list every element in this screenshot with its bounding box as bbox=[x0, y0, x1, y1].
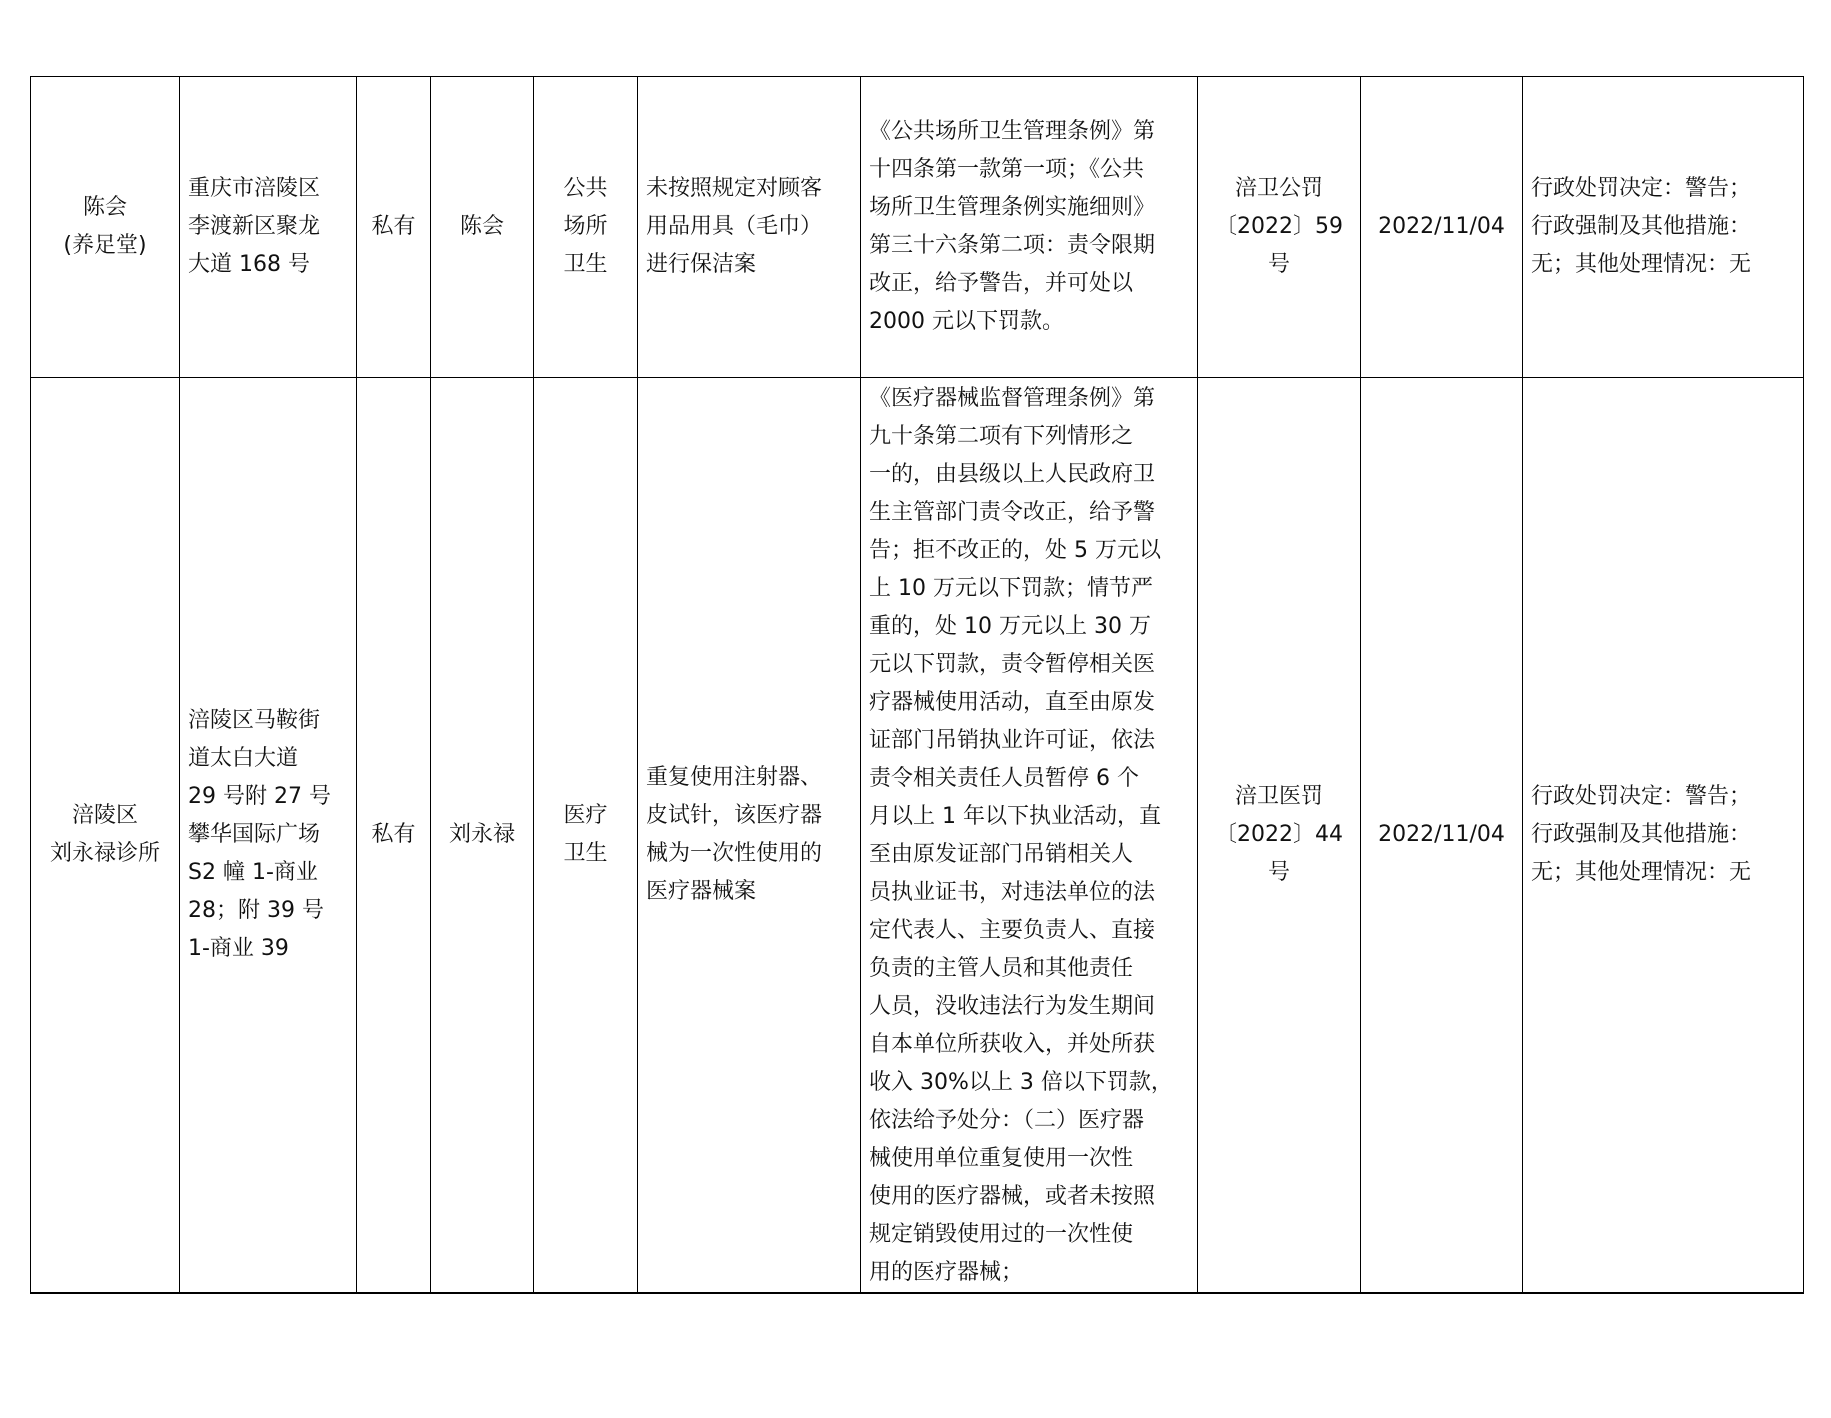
case-cell: 重复使用注射器、 皮试针，该医疗器 械为一次性使用的 医疗器械案 bbox=[638, 378, 861, 1294]
date-cell: 2022/11/04 bbox=[1361, 77, 1523, 378]
table-row bbox=[31, 378, 1804, 1294]
doc-number-cell: 涪卫医罚 〔2022〕44 号 bbox=[1198, 378, 1361, 1294]
case-cell: 未按照规定对顾客 用品用具（毛巾） 进行保洁案 bbox=[638, 77, 861, 378]
law-basis-cell: 《医疗器械监督管理条例》第 九十条第二项有下列情形之 一的，由县级以上人民政府卫 生主管部门责令改正，给予警 告；拒不改正的，处 5 万元以 上 10 万元以下罚款；情节严 重的，处 10 万元以上 30 万 元以下罚款，责令暂停相关医 疗器械使用活动，直至由原发 证部门吊销执业许可证，依法 责令相关责任人员暂停 6 个 月以上 1 年以下执业活动，直 至由原发证部门吊销相关人 员执业证书，对违法单位的法 定代表人、主要负责人、直接 负责的主管人员和其他责任 人员，没收违法行为发生期间 自本单位所获收入，并处所获 收入 30%以上 3 倍以下罚款， 依法给予处分：（二）医疗器 械使用单位重复使用一次性 使用的医疗器械，或者未按照 规定销毁使用过的一次性使 用的医疗器械； bbox=[861, 378, 1198, 1294]
legal-rep-cell: 陈会 bbox=[431, 77, 534, 378]
entity-cell: 陈会 (养足堂) bbox=[31, 77, 180, 378]
table-row bbox=[31, 77, 1804, 378]
law-basis-cell: 《公共场所卫生管理条例》第 十四条第一款第一项；《公共 场所卫生管理条例实施细则》 第三十六条第二项：责令限期 改正，给予警告，并可处以 2000 元以下罚款。 bbox=[861, 77, 1198, 378]
address-cell: 涪陵区马鞍街 道太白大道 29 号附 27 号 攀华国际广场 S2 幢 1-商业 28；附 39 号 1-商业 39 bbox=[180, 378, 357, 1294]
ownership-cell: 私有 bbox=[357, 77, 431, 378]
entity-cell: 涪陵区 刘永禄诊所 bbox=[31, 378, 180, 1294]
decision-cell: 行政处罚决定：警告； 行政强制及其他措施： 无；其他处理情况：无 bbox=[1523, 378, 1804, 1294]
legal-rep-cell: 刘永禄 bbox=[431, 378, 534, 1294]
doc-number-cell: 涪卫公罚 〔2022〕59 号 bbox=[1198, 77, 1361, 378]
ownership-cell: 私有 bbox=[357, 378, 431, 1294]
date-cell: 2022/11/04 bbox=[1361, 378, 1523, 1294]
penalty-table bbox=[30, 76, 1804, 1294]
address-cell: 重庆市涪陵区 李渡新区聚龙 大道 168 号 bbox=[180, 77, 357, 378]
category-cell: 公共 场所 卫生 bbox=[534, 77, 638, 378]
category-cell: 医疗 卫生 bbox=[534, 378, 638, 1294]
decision-cell: 行政处罚决定：警告； 行政强制及其他措施： 无；其他处理情况：无 bbox=[1523, 77, 1804, 378]
